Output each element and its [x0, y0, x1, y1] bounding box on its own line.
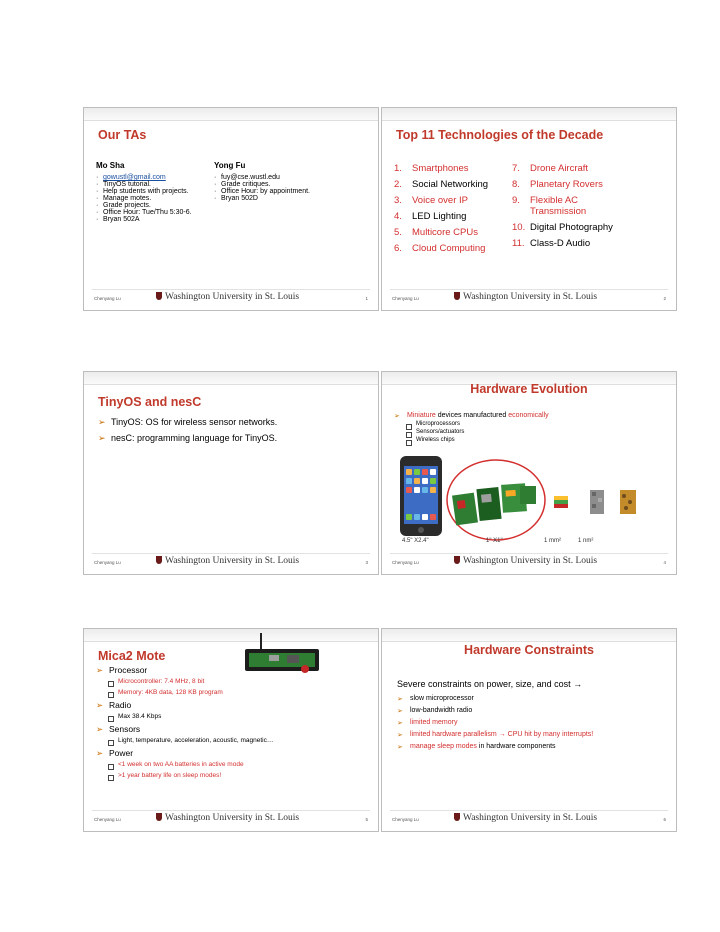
intro-text: Severe constraints on power, size, and cost → — [397, 679, 583, 689]
list-item: Max 38.4 Kbps — [108, 713, 371, 720]
technologies-list-right — [512, 163, 667, 254]
slide-number: 2 — [663, 296, 666, 301]
list-item: ➢ limited memory — [397, 719, 673, 726]
bullet-list — [98, 417, 368, 443]
list-item: ➢ slow microprocessor — [397, 695, 673, 702]
spec-list — [96, 665, 371, 779]
caption-phone: 4.5ʺ X2.4ʺ — [402, 538, 429, 544]
technologies-list-left — [394, 163, 519, 259]
list-item: ➢ Power — [96, 748, 371, 758]
slide-number: 4 — [663, 560, 666, 565]
slide-5 — [83, 628, 379, 832]
list-item: ➢ TinyOS: OS for wireless sensor networks. — [98, 417, 368, 427]
university-logo: Washington University in St. Louis — [454, 292, 597, 302]
university-logo: Washington University in St. Louis — [454, 813, 597, 823]
list-item: ➢ manage sleep modes in hardware components — [397, 743, 673, 750]
list-item: 3. Voice over IP — [394, 195, 468, 206]
ta-details — [214, 174, 354, 202]
ta-name: Mo Sha — [96, 161, 125, 170]
slide-number: 6 — [663, 817, 666, 822]
list-item: ➢ limited hardware parallelism → CPU hit by many interrupts! — [397, 731, 673, 738]
hardware-illustration — [382, 452, 678, 544]
ta-column-2 — [214, 161, 354, 202]
footer-author: Chenyang Lu — [392, 817, 419, 822]
slide-title: Our TAs — [98, 128, 147, 142]
chip-image — [554, 496, 568, 508]
crest-icon — [156, 292, 162, 300]
slide-footer — [92, 289, 370, 306]
list-item: ➢ Radio — [96, 700, 371, 710]
crest-icon — [156, 556, 162, 564]
ta-email: · fuy@cse.wustl.edu — [214, 174, 354, 181]
slide-footer — [390, 553, 668, 570]
list-item: · TinyOS tutorial. — [96, 181, 216, 188]
list-item: 11. Class-D Audio — [512, 238, 591, 249]
list-item: 10. Digital Photography — [512, 222, 613, 233]
list-item: Light, temperature, acceleration, acoustic, magnetic… — [108, 737, 371, 744]
slide-top-bar — [382, 108, 676, 121]
list-item: Memory: 4KB data, 128 KB program — [108, 689, 371, 696]
slide-1 — [83, 107, 379, 311]
list-item: 5. Multicore CPUs — [394, 227, 478, 238]
slide-4 — [381, 371, 677, 575]
footer-author: Chenyang Lu — [94, 560, 121, 565]
crest-icon — [454, 292, 460, 300]
slide-footer — [92, 810, 370, 827]
sub-list — [108, 761, 371, 779]
list-item: · Bryan 502A — [96, 216, 216, 223]
caption-mote: 1ʺ X1ʺ — [486, 538, 503, 544]
slide-6 — [381, 628, 677, 832]
crest-icon — [454, 556, 460, 564]
iphone-image — [400, 456, 442, 536]
list-item: · Manage motes. — [96, 195, 216, 202]
list-item: ➢ Sensors — [96, 724, 371, 734]
footer-author: Chenyang Lu — [94, 817, 121, 822]
list-item: Microprocessors — [406, 421, 674, 427]
university-logo: Washington University in St. Louis — [454, 556, 597, 566]
sub-list — [108, 678, 371, 696]
list-item: Sensors/actuators — [406, 429, 674, 435]
slide-title: Top 11 Technologies of the Decade — [396, 128, 604, 142]
slide-footer — [390, 289, 668, 306]
footer-author: Chenyang Lu — [392, 296, 419, 301]
mote-boards-image — [452, 483, 536, 525]
slide-top-bar — [382, 629, 676, 642]
slide-title: Hardware Evolution — [470, 382, 588, 396]
sub-list — [108, 737, 371, 744]
list-item: 1. Smartphones — [394, 163, 469, 174]
slide-number: 3 — [365, 560, 368, 565]
slide-top-bar — [84, 629, 378, 642]
list-item: ➢ Processor — [96, 665, 371, 675]
list-item: ➢ nesC: programming language for TinyOS. — [98, 433, 368, 443]
bullet-list — [394, 412, 674, 443]
list-item: 6. Cloud Computing — [394, 243, 486, 254]
footer-author: Chenyang Lu — [392, 560, 419, 565]
slide-title: TinyOS and nesC — [98, 395, 202, 409]
ta-name: Yong Fu — [214, 161, 246, 170]
slide-number: 5 — [365, 817, 368, 822]
ta-column-1 — [96, 161, 216, 223]
ta-details — [96, 174, 216, 223]
list-item: 7. Drone Aircraft — [512, 163, 589, 174]
constraint-list — [397, 695, 673, 750]
slide-top-bar — [84, 108, 378, 121]
slide-number: 1 — [365, 296, 368, 301]
list-item: 9. Flexible AC Transmission — [512, 195, 587, 217]
list-item: · Bryan 502D — [214, 195, 354, 202]
list-item: · Grade projects. — [96, 202, 216, 209]
sub-list — [108, 713, 371, 720]
molecule-image — [620, 490, 636, 514]
footer-author: Chenyang Lu — [94, 296, 121, 301]
caption-nano: 1 nm² — [578, 538, 594, 544]
slide-footer — [92, 553, 370, 570]
list-item: <1 week on two AA batteries in active mode — [108, 761, 371, 768]
list-item: 4. LED Lighting — [394, 211, 467, 222]
list-item: · Help students with projects. — [96, 188, 216, 195]
sub-list — [406, 421, 674, 443]
caption-chip: 1 mm² — [544, 538, 561, 544]
list-item: ➢ low-bandwidth radio — [397, 707, 673, 714]
university-logo: Washington University in St. Louis — [156, 292, 299, 302]
list-item: 2. Social Networking — [394, 179, 489, 190]
crest-icon — [156, 813, 162, 821]
university-logo: Washington University in St. Louis — [156, 813, 299, 823]
list-item: · Office Hour: by appointment. — [214, 188, 354, 195]
slide-title: Mica2 Mote — [98, 649, 166, 663]
list-item: · Office Hour: Tue/Thu 5:30-6. — [96, 209, 216, 216]
list-item: ➢ Miniature devices manufactured economically — [394, 412, 674, 419]
crest-icon — [454, 813, 460, 821]
list-item: 8. Planetary Rovers — [512, 179, 603, 190]
list-item: >1 year battery life on sleep modes! — [108, 772, 371, 779]
slide-title: Hardware Constraints — [464, 643, 594, 657]
slide-top-bar — [84, 372, 378, 385]
list-item: · Grade critiques. — [214, 181, 354, 188]
ta-email-link[interactable]: · gowustl@gmail.com — [96, 174, 216, 181]
list-item: Wireless chips — [406, 437, 674, 443]
slide-3 — [83, 371, 379, 575]
slide-2 — [381, 107, 677, 311]
slide-footer — [390, 810, 668, 827]
nano-image — [590, 490, 604, 514]
university-logo: Washington University in St. Louis — [156, 556, 299, 566]
list-item: Microcontroller: 7.4 MHz, 8 bit — [108, 678, 371, 685]
